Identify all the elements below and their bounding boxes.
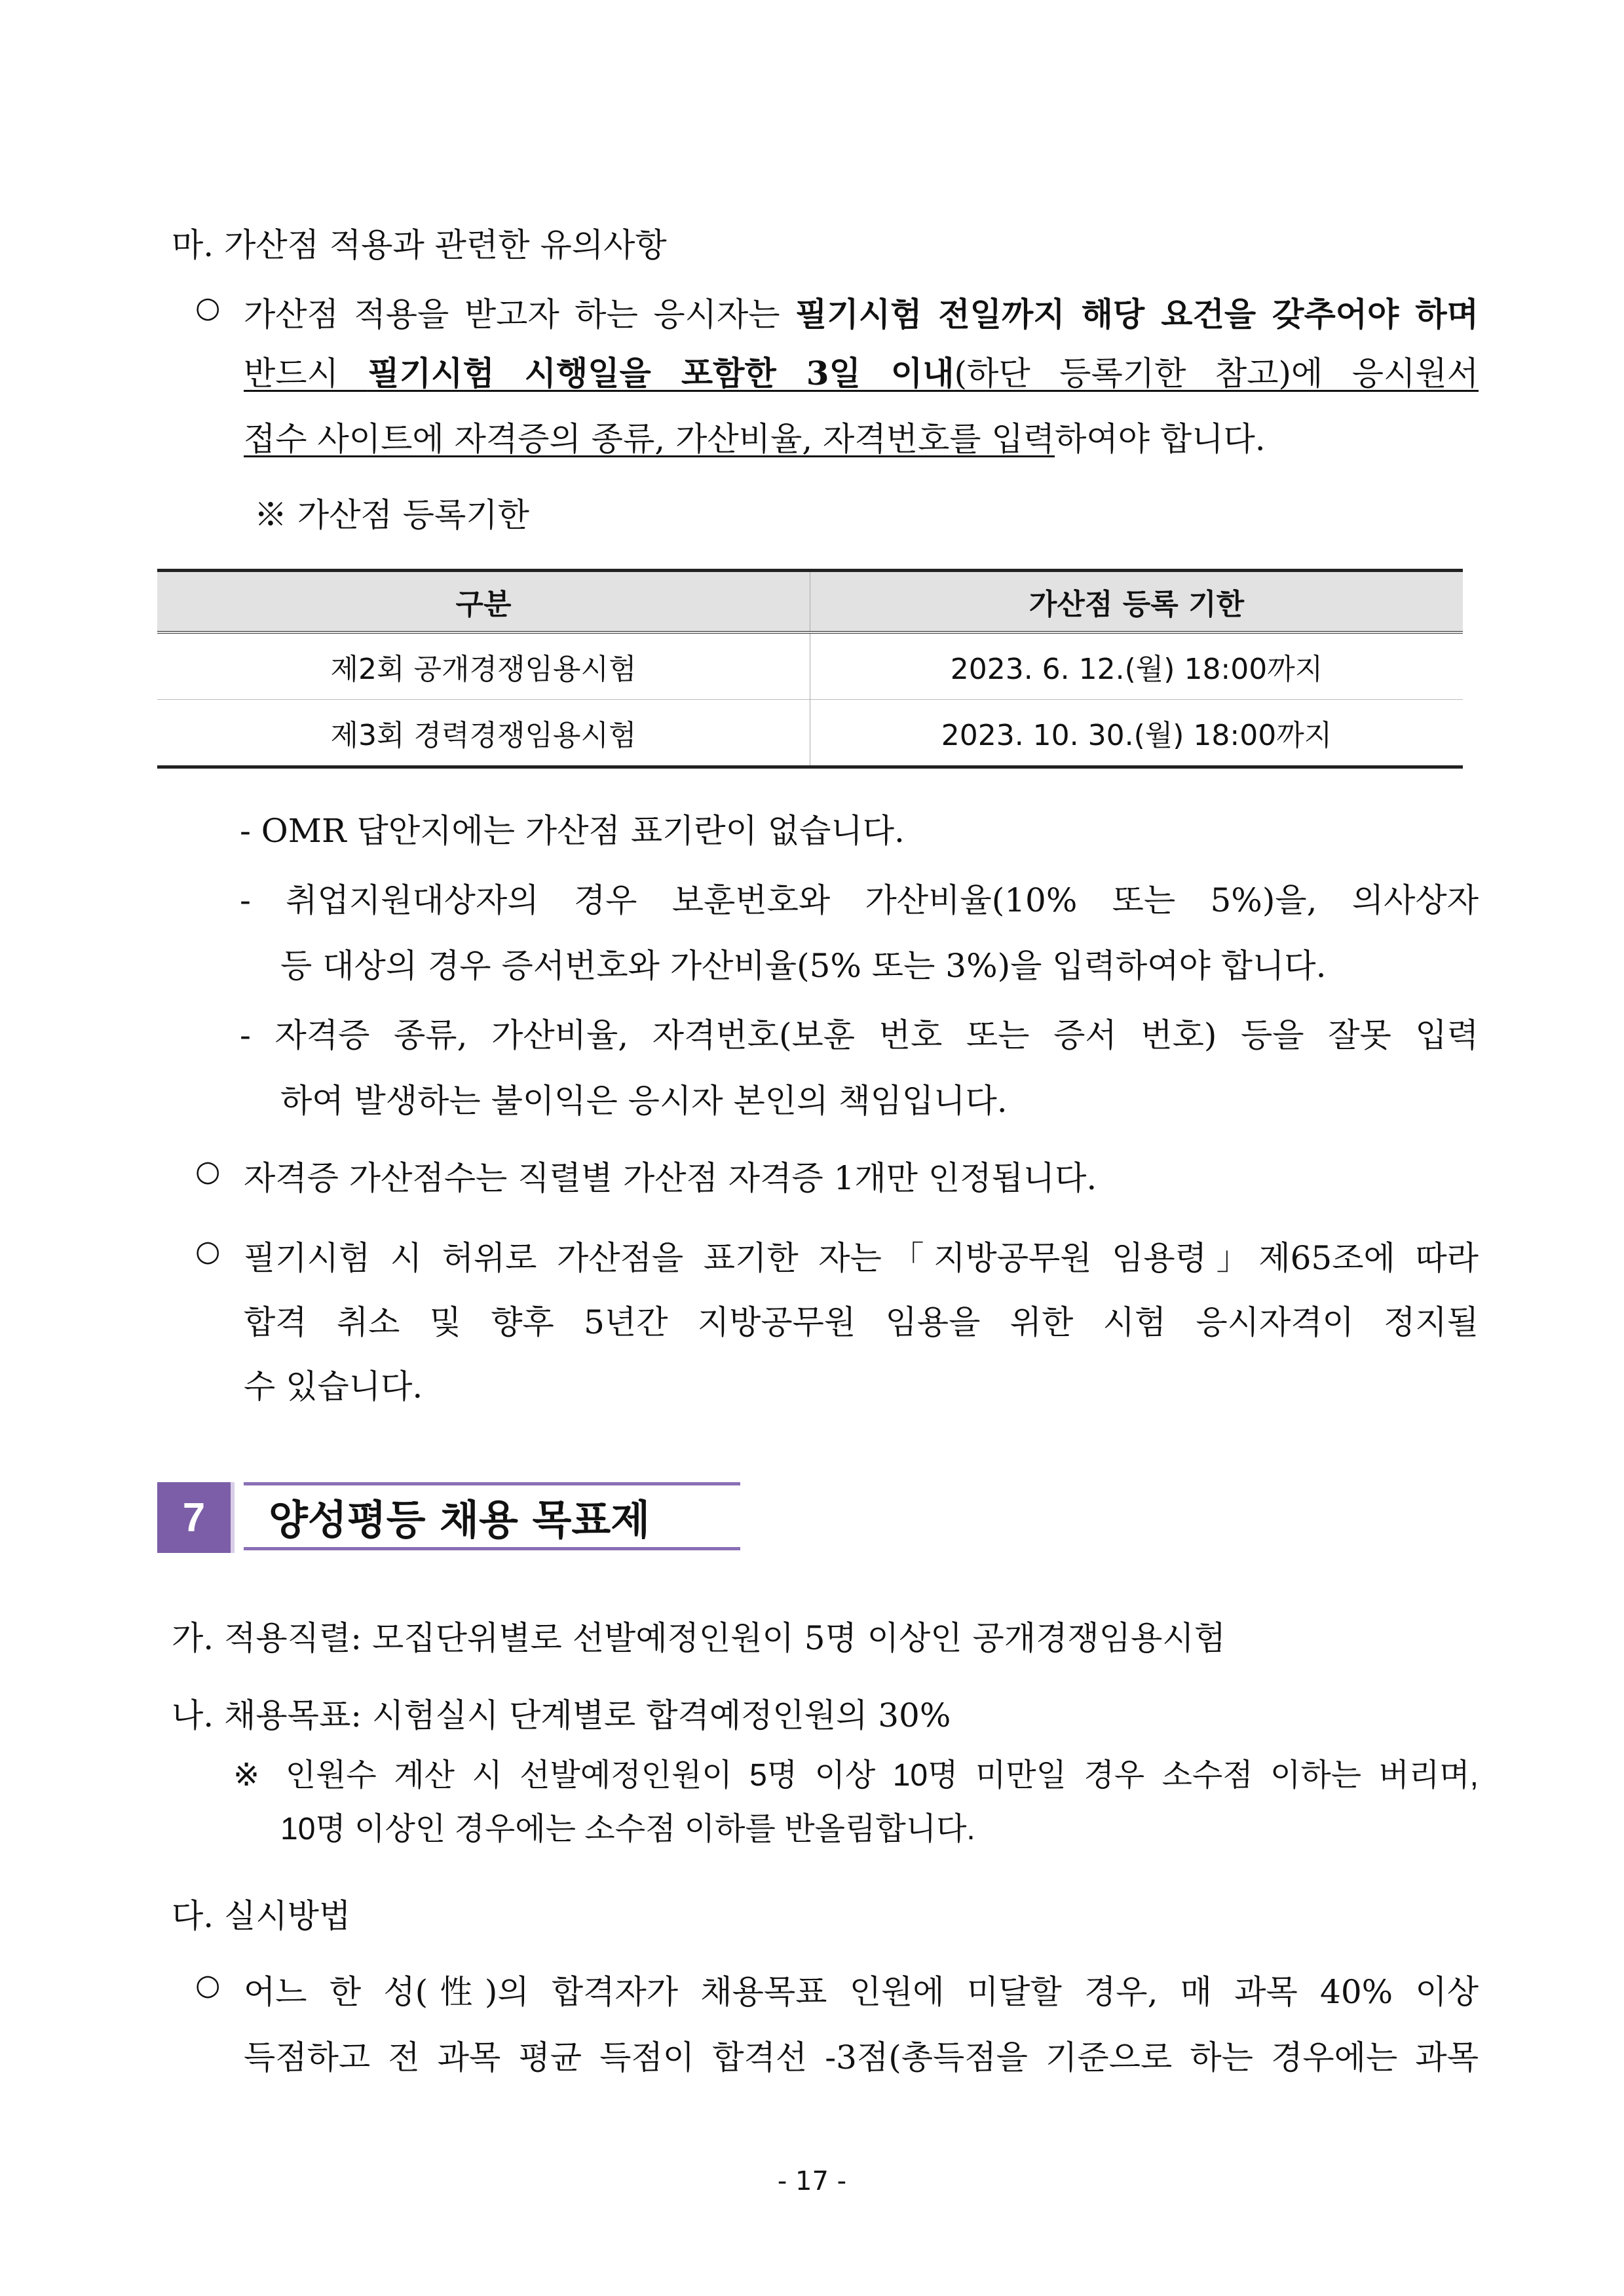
deadline-note: ※ 가산점 등록기한 <box>254 496 529 534</box>
bullet1-line3: 접수 사이트에 자격증의 종류, 가산비율, 자격번호를 입력하여야 합니다. <box>244 420 1266 458</box>
dash-item-veterans-line1: - 취업지원대상자의 경우 보훈번호와 가산비율(10% 또는 5%)을, 의사상자 <box>240 881 1479 919</box>
table-cell-exam: 제3회 경력경쟁임용시험 <box>157 700 810 767</box>
table-row <box>157 700 1463 767</box>
bullet1-line1: 가산점 적용을 받고자 하는 응시자는 필기시험 전일까지 해당 요건을 갖추어야 하며 <box>244 295 1479 334</box>
table-cell-deadline: 2023. 6. 12.(월) 18:00까지 <box>810 632 1463 700</box>
section7-bullet-line2: 득점하고 전 과목 평균 득점이 합격선 -3점(총득점을 기준으로 하는 경우에는 과목 <box>244 2038 1479 2076</box>
section7-note-line1: ※ 인원수 계산 시 선발예정인원이 5명 이상 10명 미만일 경우 소수점 이하는 버리며, <box>233 1758 1479 1793</box>
circle-bullet-marker: ○ <box>195 291 221 324</box>
dash-item-liability-line2: 하여 발생하는 불이익은 응시자 본인의 책임입니다. <box>280 1082 1008 1120</box>
bullet2-text: 자격증 가산점수는 직렬별 가산점 자격증 1개만 인정됩니다. <box>244 1159 1097 1197</box>
circle-bullet-marker: ○ <box>195 1968 221 2002</box>
section7-title: 양성평등 채용 목표제 <box>244 1482 740 1550</box>
bullet1-line2: 반드시 필기시험 시행일을 포함한 3일 이내(하단 등록기한 참고)에 응시원서 <box>244 354 1479 392</box>
section-ma-heading: 마. 가산점 적용과 관련한 유의사항 <box>172 226 667 264</box>
table-cell-exam: 제2회 공개경쟁임용시험 <box>330 653 637 686</box>
section7-bullet-line1: 어느 한 성(性)의 합격자가 채용목표 인원에 미달할 경우, 매 과목 40% 이상 <box>244 1973 1479 2011</box>
table-row <box>157 632 1463 700</box>
dash-item-veterans-line2: 등 대상의 경우 증서번호와 가산비율(5% 또는 3%)을 입력하여야 합니다. <box>280 947 1327 985</box>
section7-ga: 가. 적용직렬: 모집단위별로 선발예정인원이 5명 이상인 공개경쟁임용시험 <box>172 1619 1226 1657</box>
deadline-table <box>157 569 1463 769</box>
table-header-deadline: 가산점 등록 기한 <box>810 571 1463 633</box>
dash-item-liability-line1: - 자격증 종류, 가산비율, 자격번호(보훈 번호 또는 증서 번호) 등을 잘못 입력 <box>240 1016 1479 1054</box>
dash-item-omr: - OMR 답안지에는 가산점 표기란이 없습니다. <box>240 812 905 850</box>
circle-bullet-marker: ○ <box>195 1234 221 1268</box>
section7-da: 다. 실시방법 <box>172 1897 351 1935</box>
table-cell-deadline: 2023. 10. 30.(월) 18:00까지 <box>810 700 1463 767</box>
table-header-category: 구분 <box>157 571 810 633</box>
bullet3-line2: 합격 취소 및 향후 5년간 지방공무원 임용을 위한 시험 응시자격이 정지될 <box>244 1303 1479 1341</box>
circle-bullet-marker: ○ <box>195 1155 221 1188</box>
bullet3-line1: 필기시험 시 허위로 가산점을 표기한 자는「지방공무원 임용령」제65조에 따라 <box>244 1239 1479 1277</box>
section-number-badge: 7 <box>157 1482 235 1553</box>
page-number: - 17 - <box>777 2166 847 2196</box>
section7-na: 나. 채용목표: 시험실시 단계별로 합격예정인원의 30% <box>172 1696 951 1734</box>
section7-note-line2: 10명 이상인 경우에는 소수점 이하를 반올림합니다. <box>280 1812 975 1846</box>
bullet3-line3: 수 있습니다. <box>244 1368 423 1406</box>
